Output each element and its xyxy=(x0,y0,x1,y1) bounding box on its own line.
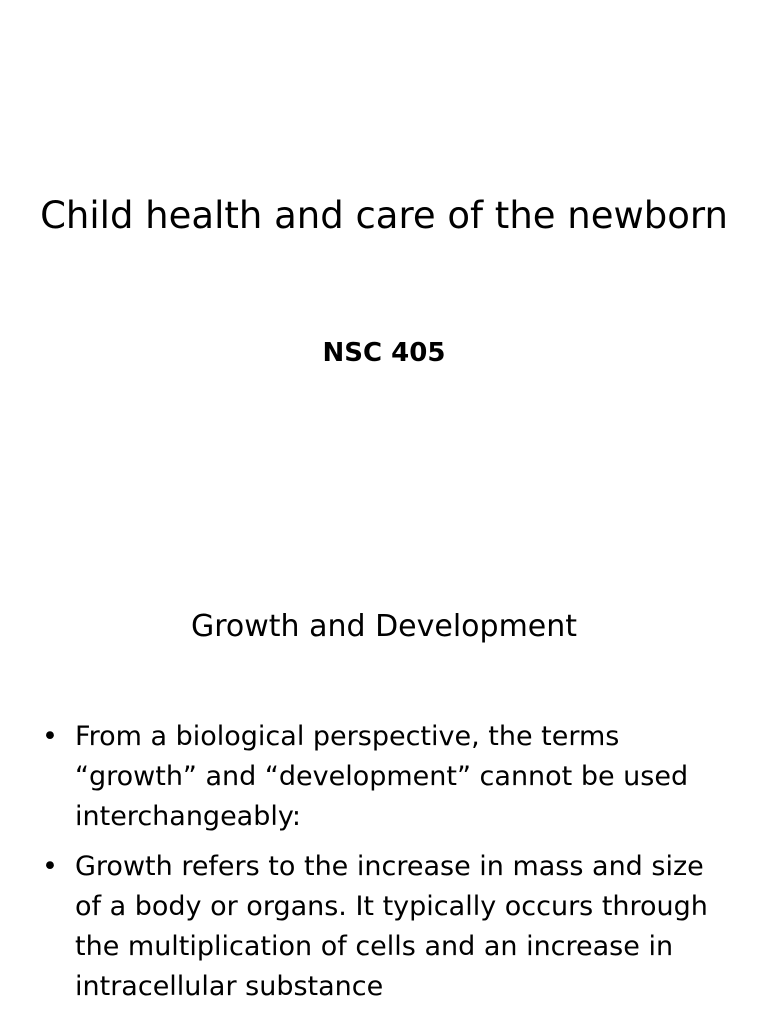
bullet-dot-icon: • xyxy=(42,721,58,752)
bullet-text: Growth refers to the increase in mass and size of a body or organs. It typically occurs through the multiplication of cells and an increase in intracellular substance xyxy=(75,851,708,1002)
list-item xyxy=(40,847,730,1007)
bullet-list xyxy=(40,717,730,1017)
content-slide xyxy=(0,512,768,1024)
list-item xyxy=(40,717,730,837)
bullet-text: From a biological perspective, the terms “growth” and “development” cannot be used interchangeably: xyxy=(75,721,689,832)
slide-title: Child health and care of the newborn xyxy=(40,194,728,237)
slide-subtitle: NSC 405 xyxy=(322,338,446,368)
section-heading: Growth and Development xyxy=(190,609,578,644)
bullet-dot-icon: • xyxy=(42,851,58,882)
